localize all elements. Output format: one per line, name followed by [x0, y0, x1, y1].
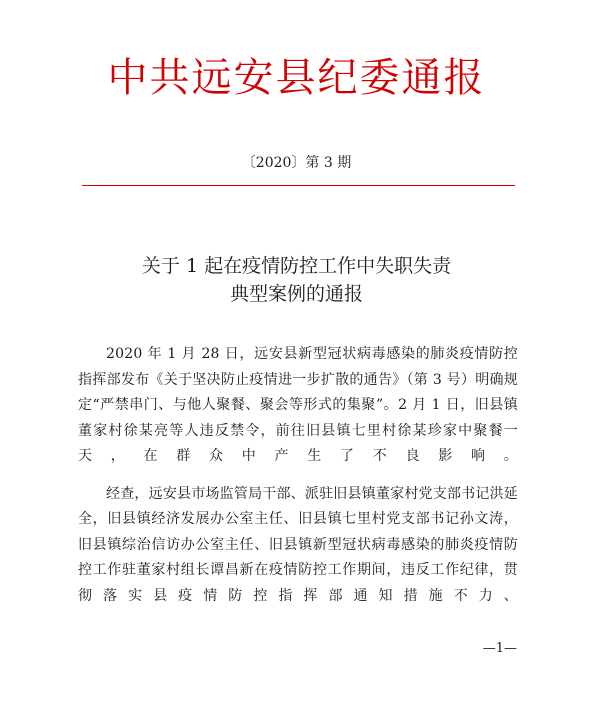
red-divider-rule [82, 185, 515, 186]
notice-title [0, 252, 593, 308]
issue-number: 〔2020〕第 3 期 [241, 155, 352, 171]
notice-body [78, 342, 518, 609]
page-number: —1— [482, 641, 517, 656]
body-paragraph-1: 2020 年 1 月 28 日，远安县新型冠状病毒感染的肺炎疫情防控指挥部发布《关于坚决防止疫情进一步扩散的通告》（第 3 号）明确规定“严禁串门、与他人聚餐、聚会等形式的集聚”。2 月 1 日，旧县镇董家村徐某亮等人违反禁令，前往旧县镇七里村徐某珍家中聚餐一天，在群众中产生了不良影响。 [78, 346, 518, 464]
notice-title-line-2: 典型案例的通报 [229, 283, 363, 305]
masthead-title: 中共远安县纪委通报 [107, 55, 486, 101]
notice-title-line-1: 关于 1 起在疫情防控工作中失职失责 [141, 255, 452, 277]
body-paragraph-2: 经查，远安县市场监管局干部、派驻旧县镇董家村党支部书记洪延全，旧县镇经济发展办公室主任、旧县镇七里村党支部书记孙文涛，旧县镇综治信访办公室主任、旧县镇新型冠状病毒感染的肺炎疫情防控工作驻董家村组长谭昌新在疫情防控工作期间，违反工作纪律，贯彻落实县疫情防控指挥部通知措施不力、 [78, 485, 518, 604]
